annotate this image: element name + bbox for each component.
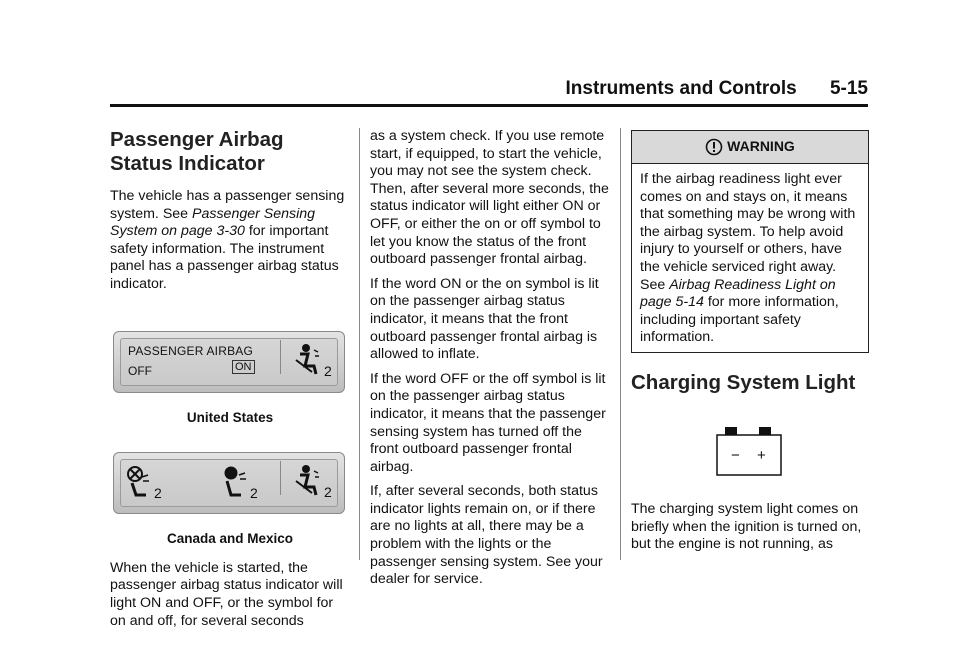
- seat-number: 2: [324, 362, 332, 379]
- column-3: [631, 128, 869, 561]
- warning-text-end: for more information, including important safety information.: [640, 294, 839, 346]
- warning-text: [640, 171, 860, 347]
- indicator-panel-us: [113, 331, 345, 393]
- page-header: [0, 78, 960, 100]
- warning-header: [632, 131, 868, 164]
- intro-text: The vehicle has a passenger sensing system. See: [110, 188, 345, 222]
- warning-text-start: If the airbag readiness light ever comes on and stays on, it means that something may be wrong with the airbag system. To help avoid injury to yourself or others, have the vehicle serviced right away. See: [640, 171, 856, 293]
- seat-belt-airbag-icon: [290, 463, 338, 501]
- seat-number: 2: [250, 485, 258, 502]
- paragraph-on-lit: If the word ON or the on symbol is lit on the passenger airbag status indicator, it means that the front outboard passenger frontal airbag is allowed to inflate.: [370, 275, 599, 363]
- airbag-off-symbol-icon: [124, 465, 174, 501]
- paragraph-off-lit: If the word OFF or the off symbol is lit on the passenger airbag status indicator, it means that the passenger sensing system has turned off the front outboard passenger frontal airbag.: [370, 370, 606, 475]
- panel-separator: [280, 461, 281, 495]
- section-heading-charging-system: Charging System Light: [631, 370, 856, 394]
- caption-united-states: United States: [186, 409, 274, 425]
- warning-icon: [705, 138, 723, 156]
- battery-plus: +: [757, 446, 766, 464]
- battery-icon: [715, 425, 783, 477]
- seat-number: 2: [154, 485, 162, 502]
- column-divider-1: [359, 128, 360, 560]
- warning-title: WARNING: [727, 138, 795, 155]
- column-divider-2: [620, 128, 621, 560]
- status-paragraph-start: When the vehicle is started, the passenger airbag status indicator will light ON and OFF, or the symbol for on and off, for several seconds: [110, 559, 343, 629]
- warning-body: [632, 164, 868, 352]
- airbag-on-symbol-icon: [218, 465, 268, 501]
- header-title: Instruments and Controls: [565, 78, 797, 99]
- header-rule: [110, 104, 868, 107]
- battery-minus: −: [731, 446, 740, 464]
- intro-reference-link: Passenger Sensing System on page 3-30: [110, 205, 316, 240]
- off-label: OFF: [128, 363, 152, 378]
- column-2: [370, 128, 610, 596]
- seat-number: 2: [324, 484, 332, 501]
- on-label: ON: [232, 360, 255, 374]
- paragraph-both-lights: If, after several seconds, both status indicator lights remain on, or if there are no lights at all, there may be a problem with the lights or the passenger sensing system. See your dealer for service.: [370, 483, 603, 588]
- indicator-panel-canada-mexico: [113, 452, 345, 514]
- passenger-airbag-label: PASSENGER AIRBAG: [128, 343, 254, 358]
- seat-belt-airbag-icon: [290, 342, 338, 380]
- caption-canada-mexico: Canada and Mexico: [166, 531, 294, 547]
- intro-text-end: for important safety information. The instrument panel has a passenger airbag status indicator.: [110, 223, 339, 292]
- charging-paragraph-start: The charging system light comes on briefly when the ignition is turned on, but the engine is not running, as: [631, 500, 862, 553]
- warning-reference-link: Airbag Readiness Light on page 5-14: [640, 276, 836, 311]
- section-heading-airbag-status: Passenger Airbag Status Indicator: [110, 128, 284, 175]
- page-number: 5-15: [829, 78, 868, 99]
- intro-paragraph: [110, 188, 350, 294]
- paragraph-system-check: as a system check. If you use remote start, if equipped, to start the vehicle, you may not see the system check. Then, after several more seconds, the status indicator will light either ON or OFF, or either the on or off symbol to let you know the status of the front outboard passenger frontal airbag.: [370, 128, 609, 268]
- column-1: [110, 128, 350, 637]
- panel-separator: [280, 340, 281, 374]
- battery-symbol-area: [631, 395, 869, 495]
- warning-box: [631, 130, 869, 353]
